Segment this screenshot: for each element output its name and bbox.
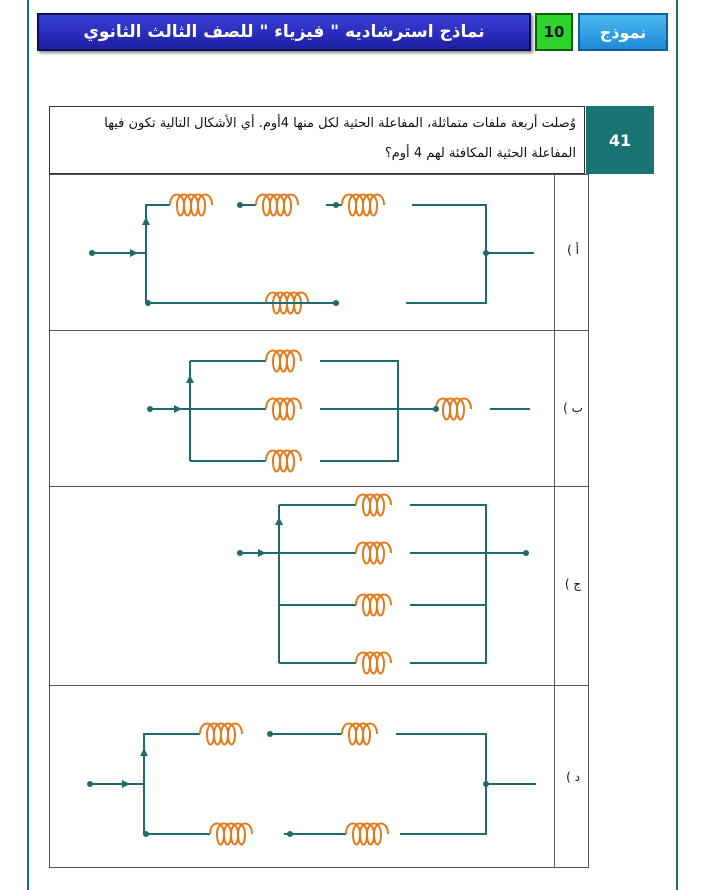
model-label-box (578, 13, 668, 51)
row-divider (554, 686, 555, 867)
circuit-diagram-c (50, 487, 554, 687)
circuit-diagram-a (50, 175, 554, 332)
option-row-a[interactable] (49, 174, 589, 331)
circuit-diagram-b (50, 331, 554, 488)
circuit-diagram-d (50, 686, 554, 869)
option-row-d[interactable] (49, 685, 589, 868)
option-row-c[interactable] (49, 486, 589, 686)
option-label-c: ج ) (564, 577, 582, 591)
row-divider (554, 331, 555, 486)
header-title-bar (37, 13, 531, 51)
row-divider (554, 175, 555, 330)
question-text: وُصلت أربعة ملفات متماثلة، المفاعلة الحثية لكل منها 4أوم. أي الأشكال التالية تكون فيها المفاعلة الحثية المكافئة لهم 4 أوم؟ (49, 106, 585, 174)
option-label-a: أ ) (567, 243, 579, 257)
model-number-box (535, 13, 573, 51)
model-number: 10 (543, 23, 565, 41)
question-number: 41 (608, 130, 632, 150)
option-label-d: د ) (566, 770, 580, 784)
option-label-b: ب ) (563, 401, 583, 415)
option-row-b[interactable] (49, 330, 589, 487)
header-title: نماذج استرشاديه " فيزياء " للصف الثالث الثانوي (83, 22, 485, 42)
question-number-box (586, 106, 654, 174)
model-label: نموذج (599, 22, 647, 42)
row-divider (554, 487, 555, 685)
